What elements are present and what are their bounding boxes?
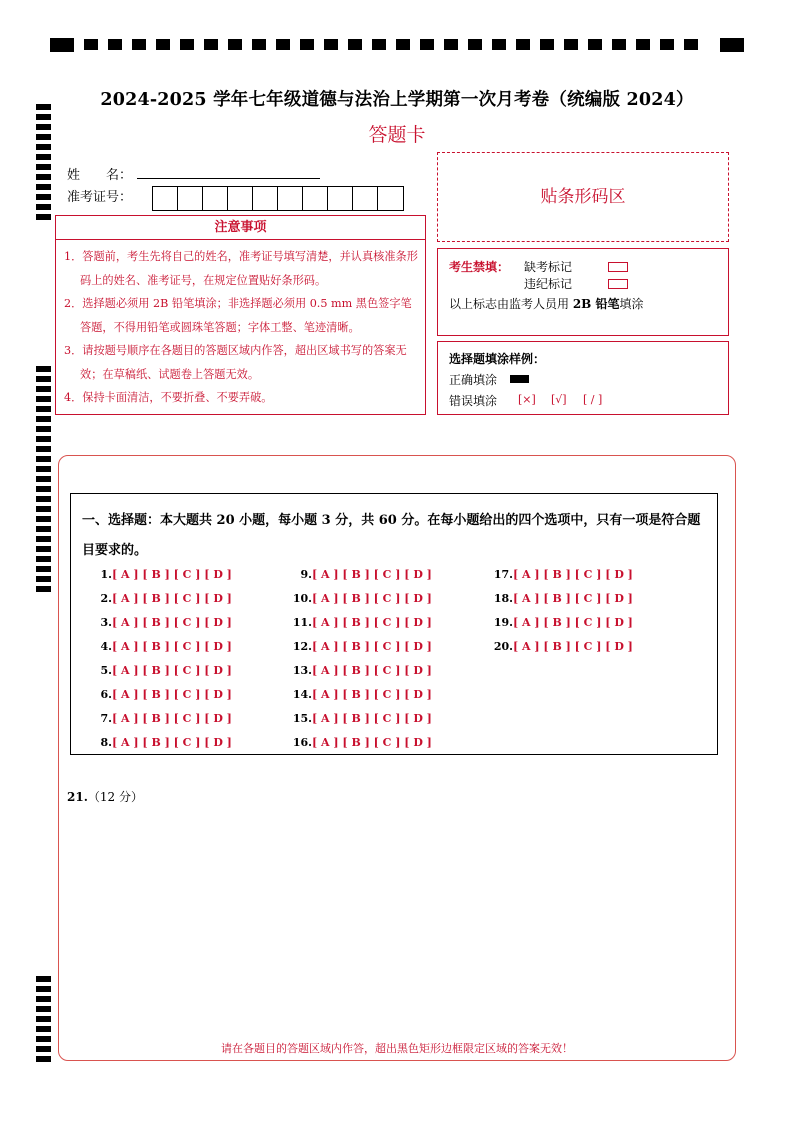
exam-id-box[interactable]: [253, 187, 278, 210]
barcode-area: 贴条形码区: [437, 152, 729, 242]
answer-options[interactable]: [ A ] [ B ] [ C ] [ D ]: [112, 712, 232, 725]
question-number: 5.: [100, 664, 112, 677]
exam-id-box[interactable]: [153, 187, 178, 210]
question-number: 11.: [292, 616, 312, 629]
question-number: 18.: [493, 592, 513, 605]
question-number: 2.: [100, 592, 112, 605]
answer-card-label: 答题卡: [368, 124, 426, 146]
timing-mark: [36, 386, 51, 392]
timing-mark: [36, 436, 51, 442]
mc-question-11[interactable]: [293, 616, 432, 629]
question-number: 10.: [292, 592, 312, 605]
timing-mark: [564, 39, 578, 50]
timing-mark: [36, 1026, 51, 1032]
exam-id-box[interactable]: [303, 187, 328, 210]
timing-mark: [444, 39, 458, 50]
name-field[interactable]: [137, 178, 320, 179]
exam-id-label: 准考证号：: [67, 190, 133, 205]
timing-mark: [492, 39, 506, 50]
answer-options[interactable]: [ A ] [ B ] [ C ] [ D ]: [112, 592, 232, 605]
correct-fill-sample: [510, 375, 529, 383]
timing-mark: [36, 446, 51, 452]
question-number: 13.: [292, 664, 312, 677]
timing-mark: [36, 366, 51, 372]
exam-id-box[interactable]: [278, 187, 303, 210]
timing-mark: [228, 39, 242, 50]
timing-mark: [50, 38, 74, 52]
notice-heading: 注意事项: [56, 216, 425, 240]
question-number: 17.: [493, 568, 513, 581]
timing-mark: [300, 39, 314, 50]
mc-question-20[interactable]: [494, 640, 633, 653]
timing-mark: [36, 526, 51, 532]
timing-mark: [372, 39, 386, 50]
sample-heading: 选择题填涂样例：: [449, 352, 546, 366]
timing-mark: [156, 39, 170, 50]
timing-mark: [276, 39, 290, 50]
timing-mark: [36, 1046, 51, 1052]
wrong-fill-label: 错误填涂: [449, 394, 498, 408]
question-number: 15.: [292, 712, 312, 725]
timing-mark: [36, 174, 51, 180]
mc-question-9[interactable]: [301, 568, 432, 581]
timing-mark: [36, 406, 51, 412]
question-number: 8.: [100, 736, 112, 749]
mc-question-15[interactable]: [293, 712, 432, 725]
question-number: 1.: [100, 568, 112, 581]
timing-mark: [204, 39, 218, 50]
mc-question-6[interactable]: [101, 688, 232, 701]
timing-mark: [36, 486, 51, 492]
notice-item: 1．答题前，考生先将自己的姓名，准考证号填写清楚，并认真核准条形码上的姓名、准考证号，在规定位置贴好条形码。: [64, 250, 418, 287]
timing-mark: [84, 39, 98, 50]
question-number: 4.: [100, 640, 112, 653]
question-number: 3.: [100, 616, 112, 629]
forbidden-instruction: 以上标志由监考人员用 2B 铅笔填涂: [449, 297, 644, 311]
timing-mark: [36, 536, 51, 542]
timing-marks-left-middle: [36, 366, 51, 598]
answer-options[interactable]: [ A ] [ B ] [ C ] [ D ]: [312, 688, 432, 701]
question-21-label: 21.（12 分）: [67, 790, 143, 804]
fill-sample-panel: [437, 341, 729, 415]
wrong-mark-slash: [ / ]: [583, 393, 603, 406]
timing-mark: [396, 39, 410, 50]
correct-fill-label: 正确填涂: [449, 373, 498, 387]
answer-options[interactable]: [ A ] [ B ] [ C ] [ D ]: [112, 568, 232, 581]
exam-id-box[interactable]: [203, 187, 228, 210]
exam-id-box[interactable]: [328, 187, 353, 210]
question-number: 14.: [292, 688, 312, 701]
timing-mark: [36, 1016, 51, 1022]
timing-mark: [36, 456, 51, 462]
timing-mark: [36, 466, 51, 472]
timing-mark: [36, 426, 51, 432]
mc-question-8[interactable]: [101, 736, 232, 749]
timing-mark: [36, 516, 51, 522]
timing-mark: [36, 154, 51, 160]
answer-options[interactable]: [ A ] [ B ] [ C ] [ D ]: [112, 640, 232, 653]
forbidden-panel: [437, 248, 729, 336]
timing-mark: [36, 566, 51, 572]
answer-options[interactable]: [ A ] [ B ] [ C ] [ D ]: [112, 736, 232, 749]
timing-mark: [588, 39, 602, 50]
timing-mark: [252, 39, 266, 50]
timing-mark: [36, 556, 51, 562]
timing-mark: [36, 996, 51, 1002]
mc-question-10[interactable]: [293, 592, 432, 605]
timing-mark: [36, 214, 51, 220]
mc-question-19[interactable]: [494, 616, 633, 629]
answer-options[interactable]: [ A ] [ B ] [ C ] [ D ]: [513, 640, 633, 653]
timing-mark: [36, 986, 51, 992]
mc-question-14[interactable]: [293, 688, 432, 701]
notice-panel: [55, 215, 426, 415]
exam-id-box[interactable]: [228, 187, 253, 210]
absent-mark-label: 缺考标记: [524, 260, 573, 274]
question-number: 16.: [292, 736, 312, 749]
mc-question-18[interactable]: [494, 592, 633, 605]
timing-mark: [636, 39, 650, 50]
question-number: 9.: [300, 568, 312, 581]
exam-id-boxes[interactable]: [152, 186, 404, 211]
wrong-mark-check: [√]: [551, 393, 567, 406]
timing-mark: [36, 204, 51, 210]
timing-mark: [108, 39, 122, 50]
answer-options[interactable]: [ A ] [ B ] [ C ] [ D ]: [312, 568, 432, 581]
answer-options[interactable]: [ A ] [ B ] [ C ] [ D ]: [112, 616, 232, 629]
mc-question-16[interactable]: [293, 736, 432, 749]
timing-mark: [36, 194, 51, 200]
timing-mark: [660, 39, 674, 50]
timing-mark: [180, 39, 194, 50]
timing-mark: [36, 164, 51, 170]
violation-mark-label: 违纪标记: [524, 277, 573, 291]
wrong-mark-cross: [×]: [518, 393, 536, 406]
timing-mark: [36, 586, 51, 592]
answer-options[interactable]: [ A ] [ B ] [ C ] [ D ]: [312, 592, 432, 605]
timing-marks-left-lower: [36, 976, 51, 1062]
timing-mark: [36, 496, 51, 502]
timing-marks-top: [50, 38, 746, 52]
question-number: 12.: [292, 640, 312, 653]
timing-mark: [420, 39, 434, 50]
timing-mark: [612, 39, 626, 50]
notice-item: 3．请按题号顺序在各题目的答题区域内作答，超出区域书写的答案无效；在草稿纸、试题卷上答题无效。: [64, 344, 407, 381]
question-number: 6.: [100, 688, 112, 701]
notice-item: 4．保持卡面清洁，不要折叠、不要弄破。: [64, 391, 273, 404]
answer-options[interactable]: [ A ] [ B ] [ C ] [ D ]: [312, 664, 432, 677]
timing-mark: [36, 416, 51, 422]
answer-options[interactable]: [ A ] [ B ] [ C ] [ D ]: [312, 712, 432, 725]
answer-options[interactable]: [ A ] [ B ] [ C ] [ D ]: [312, 736, 432, 749]
answer-options[interactable]: [ A ] [ B ] [ C ] [ D ]: [312, 640, 432, 653]
exam-id-box[interactable]: [178, 187, 203, 210]
notice-item: 2．选择题必须用 2B 铅笔填涂；非选择题必须用 0.5 mm 黑色签字笔答题，不得用铅笔或圆珠笔答题；字体工整、笔迹清晰。: [64, 297, 412, 334]
violation-mark-box[interactable]: [608, 279, 628, 289]
mc-question-13[interactable]: [293, 664, 432, 677]
mc-question-7[interactable]: [101, 712, 232, 725]
timing-mark: [36, 506, 51, 512]
answer-options[interactable]: [ A ] [ B ] [ C ] [ D ]: [513, 616, 633, 629]
answer-options[interactable]: [ A ] [ B ] [ C ] [ D ]: [112, 688, 232, 701]
timing-mark: [324, 39, 338, 50]
question-number: 7.: [100, 712, 112, 725]
mc-question-1[interactable]: [101, 568, 232, 581]
mc-question-5[interactable]: [101, 664, 232, 677]
timing-mark: [36, 396, 51, 402]
footer-note: 请在各题目的答题区域内作答，超出黑色矩形边框限定区域的答案无效！: [221, 1042, 573, 1055]
forbidden-heading: 考生禁填：: [449, 260, 510, 274]
timing-mark: [36, 546, 51, 552]
mc-question-2[interactable]: [101, 592, 232, 605]
name-label: 姓 名：: [67, 168, 133, 183]
answer-options[interactable]: [ A ] [ B ] [ C ] [ D ]: [312, 616, 432, 629]
timing-mark: [36, 376, 51, 382]
timing-mark: [36, 576, 51, 582]
timing-mark: [516, 39, 530, 50]
timing-mark: [468, 39, 482, 50]
exam-id-box[interactable]: [378, 187, 403, 210]
mc-question-17[interactable]: [494, 568, 633, 581]
timing-mark: [720, 38, 744, 52]
timing-mark: [36, 476, 51, 482]
exam-title: 2024-2025 学年七年级道德与法治上学期第一次月考卷（统编版 2024）: [100, 90, 694, 110]
timing-mark: [36, 1006, 51, 1012]
answer-options[interactable]: [ A ] [ B ] [ C ] [ D ]: [513, 592, 633, 605]
timing-mark: [540, 39, 554, 50]
timing-mark: [36, 1056, 51, 1062]
mc-question-4[interactable]: [101, 640, 232, 653]
absent-mark-box[interactable]: [608, 262, 628, 272]
exam-id-box[interactable]: [353, 187, 378, 210]
answer-options[interactable]: [ A ] [ B ] [ C ] [ D ]: [112, 664, 232, 677]
timing-mark: [36, 976, 51, 982]
mc-question-12[interactable]: [293, 640, 432, 653]
timing-mark: [36, 1036, 51, 1042]
timing-mark: [132, 39, 146, 50]
timing-mark: [348, 39, 362, 50]
mc-instruction: 一、选择题：本大题共 20 小题，每小题 3 分，共 60 分。在每小题给出的四个选项中，只有一项是符合题目要求的。: [82, 513, 701, 558]
question-number: 20.: [493, 640, 513, 653]
answer-options[interactable]: [ A ] [ B ] [ C ] [ D ]: [513, 568, 633, 581]
question-number: 19.: [493, 616, 513, 629]
timing-mark: [36, 184, 51, 190]
timing-mark: [684, 39, 698, 50]
mc-question-3[interactable]: [101, 616, 232, 629]
